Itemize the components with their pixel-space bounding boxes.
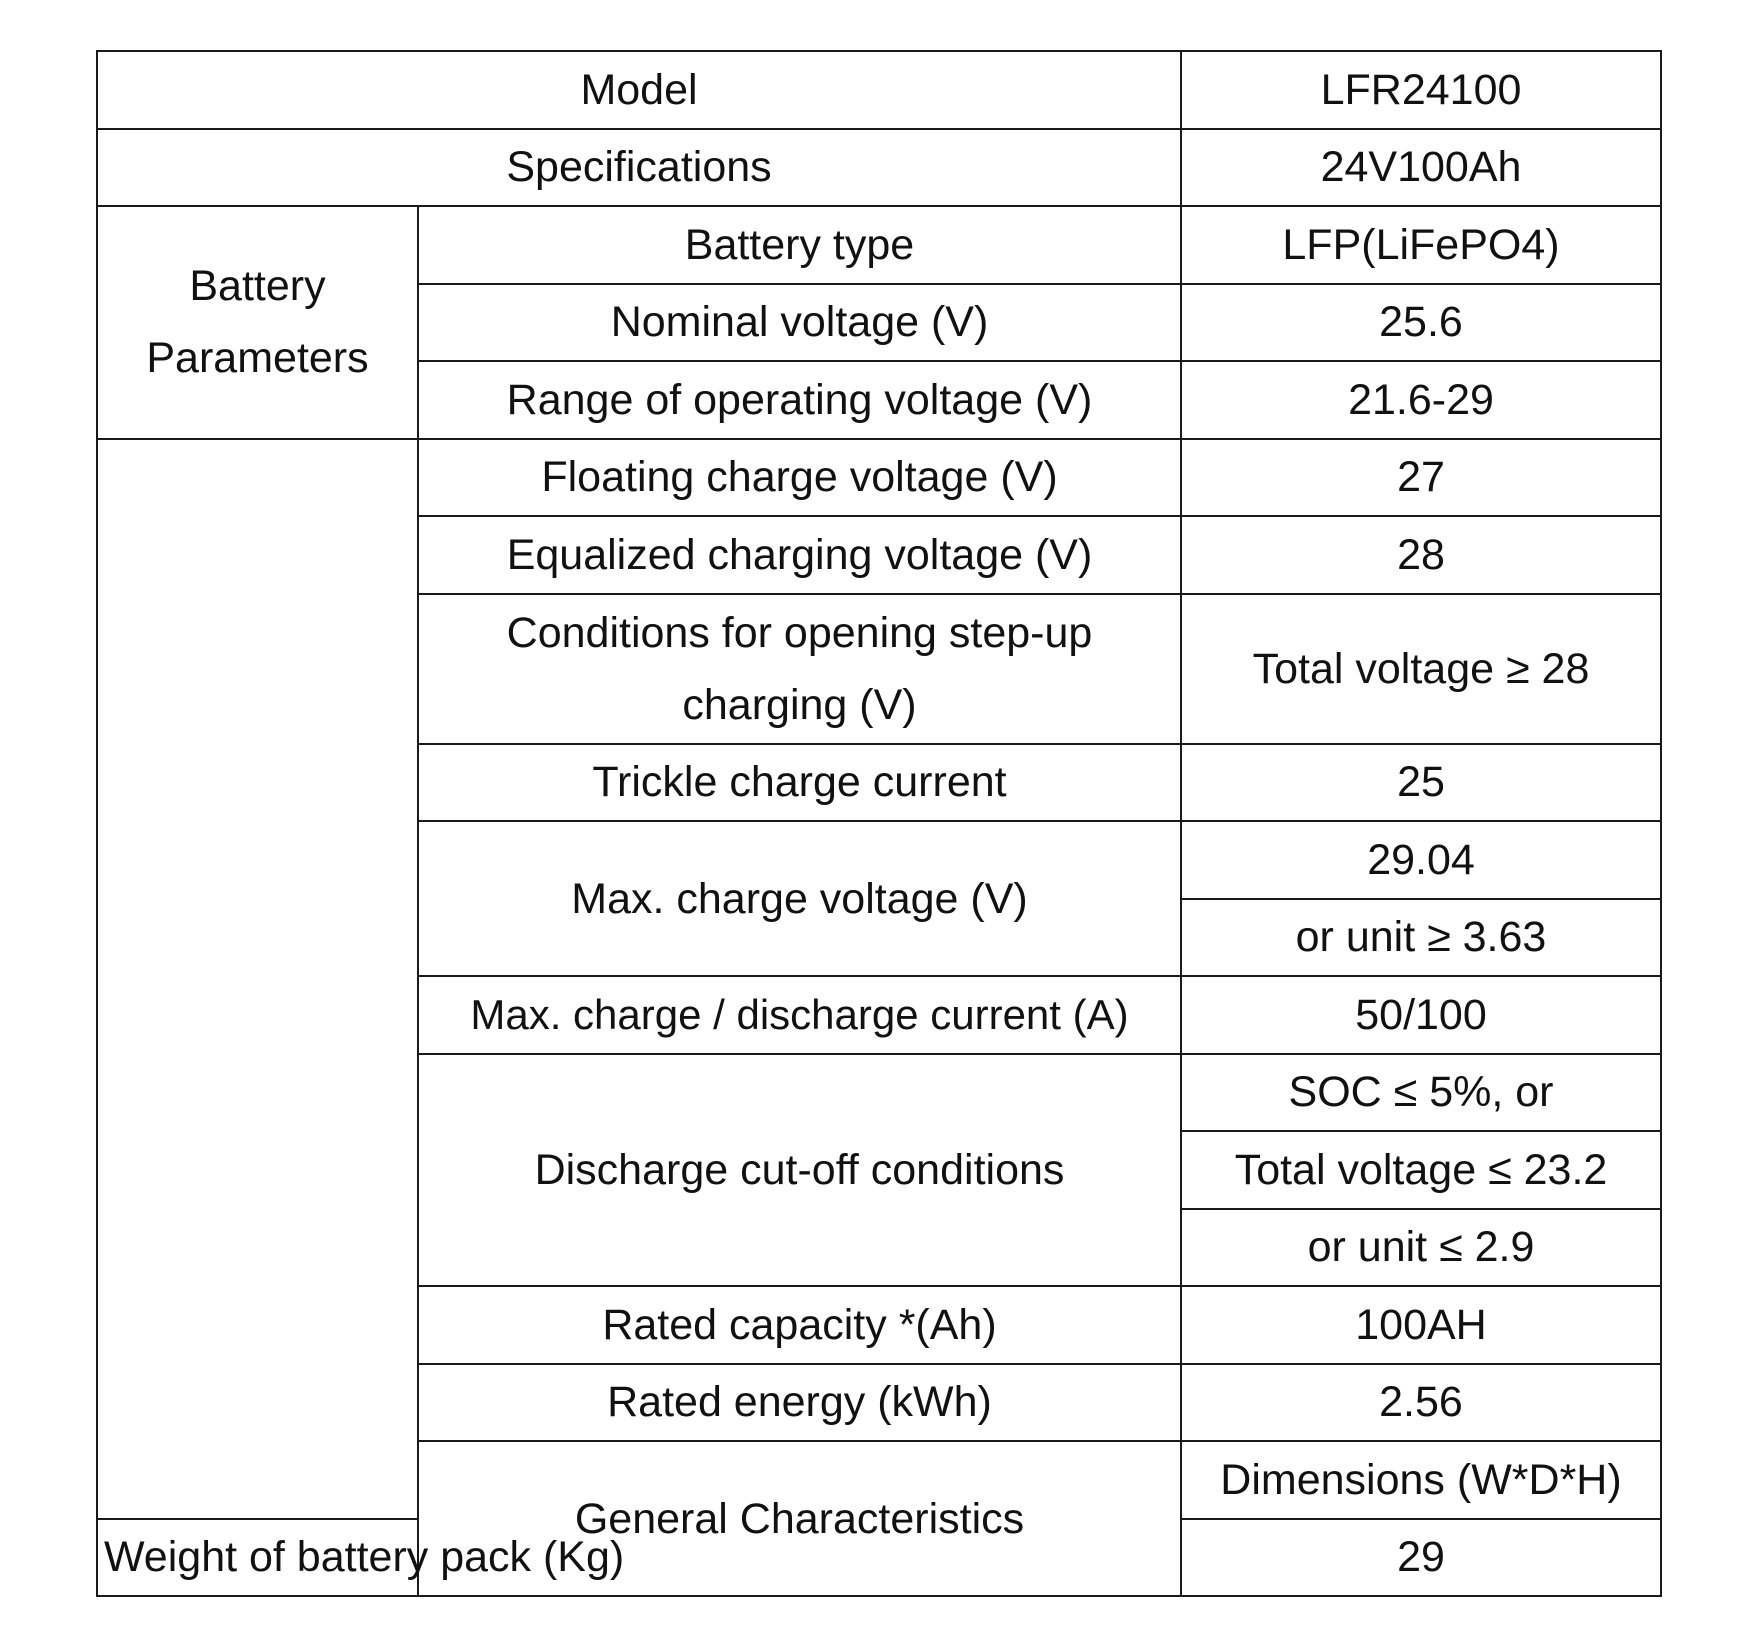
trickle-charge-current-value: 25 xyxy=(1181,744,1661,822)
dimensions-label: Dimensions (W*D*H) xyxy=(1181,1441,1661,1519)
operating-voltage-range-label: Range of operating voltage (V) xyxy=(418,361,1181,439)
discharge-cutoff-value-2: Total voltage ≤ 23.2 xyxy=(1181,1131,1661,1209)
max-charge-voltage-value-2: or unit ≥ 3.63 xyxy=(1181,899,1661,977)
rated-capacity-label: Rated capacity *(Ah) xyxy=(418,1286,1181,1364)
rated-energy-value: 2.56 xyxy=(1181,1364,1661,1442)
discharge-cutoff-value-1: SOC ≤ 5%, or xyxy=(1181,1054,1661,1132)
step-up-conditions-label: Conditions for opening step-up charging (V) xyxy=(418,594,1181,744)
specifications-label: Specifications xyxy=(97,129,1181,207)
battery-spec-table xyxy=(96,50,1662,1597)
battery-parameters-group-label: Battery Parameters xyxy=(97,206,418,439)
model-value: LFR24100 xyxy=(1181,51,1661,129)
max-charge-voltage-value-1: 29.04 xyxy=(1181,821,1661,899)
max-charge-discharge-current-value: 50/100 xyxy=(1181,976,1661,1054)
battery-type-value: LFP(LiFePO4) xyxy=(1181,206,1661,284)
nominal-voltage-label: Nominal voltage (V) xyxy=(418,284,1181,362)
model-label: Model xyxy=(97,51,1181,129)
battery-type-label: Battery type xyxy=(418,206,1181,284)
rated-capacity-value: 100AH xyxy=(1181,1286,1661,1364)
table-row xyxy=(97,206,1661,284)
step-up-conditions-value: Total voltage ≥ 28 xyxy=(1181,594,1661,744)
equalized-charging-voltage-value: 28 xyxy=(1181,516,1661,594)
floating-charge-voltage-value: 27 xyxy=(1181,439,1661,517)
discharge-cutoff-label: Discharge cut-off conditions xyxy=(418,1054,1181,1287)
max-charge-voltage-label: Max. charge voltage (V) xyxy=(418,821,1181,976)
general-characteristics-group-label: General Characteristics xyxy=(418,1441,1181,1596)
table-row xyxy=(97,129,1661,207)
operating-voltage-range-value: 21.6-29 xyxy=(1181,361,1661,439)
max-charge-discharge-current-label: Max. charge / discharge current (A) xyxy=(418,976,1181,1054)
trickle-charge-current-label: Trickle charge current xyxy=(418,744,1181,822)
weight-label: Weight of battery pack (Kg) xyxy=(97,1519,418,1597)
specifications-value: 24V100Ah xyxy=(1181,129,1661,207)
weight-value: 29 xyxy=(1181,1519,1661,1597)
equalized-charging-voltage-label: Equalized charging voltage (V) xyxy=(418,516,1181,594)
charging-group-label xyxy=(97,439,418,1519)
table-row xyxy=(97,439,1661,517)
table-row xyxy=(97,51,1661,129)
rated-energy-label: Rated energy (kWh) xyxy=(418,1364,1181,1442)
discharge-cutoff-value-3: or unit ≤ 2.9 xyxy=(1181,1209,1661,1287)
nominal-voltage-value: 25.6 xyxy=(1181,284,1661,362)
floating-charge-voltage-label: Floating charge voltage (V) xyxy=(418,439,1181,517)
